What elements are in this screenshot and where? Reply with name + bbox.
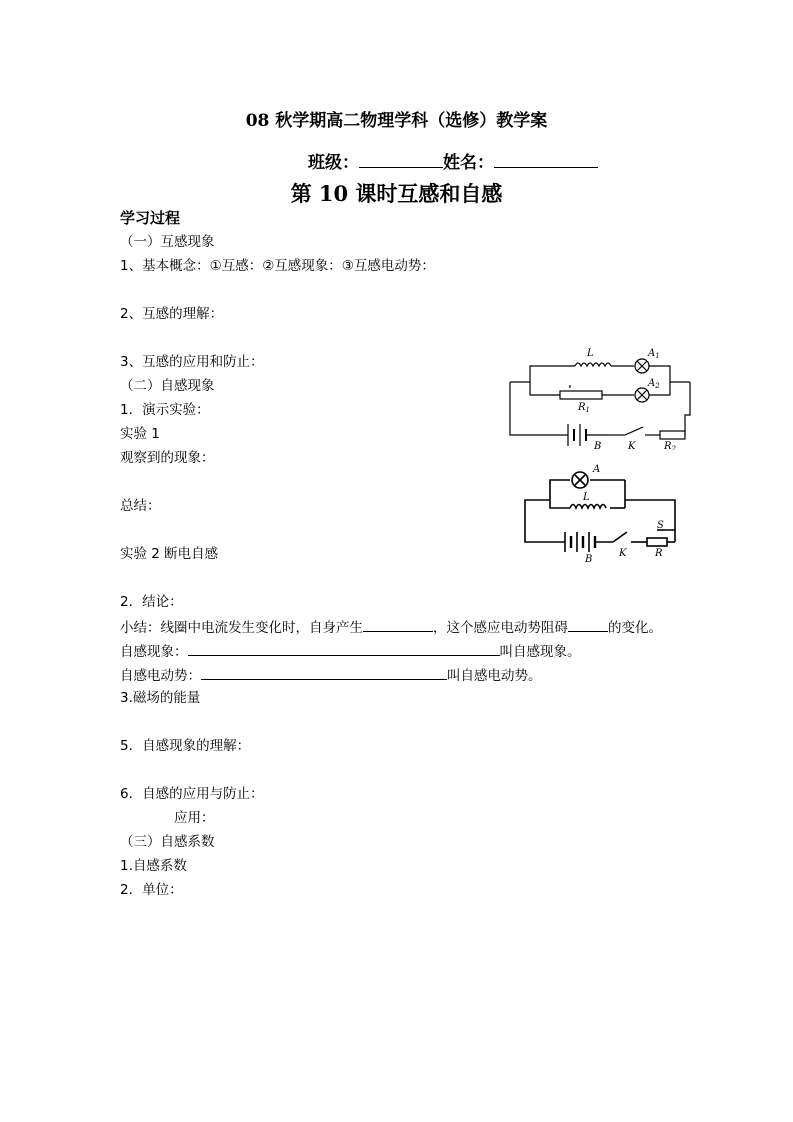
mutual-understanding-line: 2、互感的理解： xyxy=(120,306,224,322)
part-two-heading: （二）自感现象 xyxy=(120,378,215,394)
circuit1-wire-top-branch xyxy=(510,366,575,382)
name-blank[interactable] xyxy=(494,149,598,168)
circuit2-label-a: A xyxy=(593,464,601,475)
circuit1-label-a1-sub: 1 xyxy=(655,352,660,360)
unit-line: 2．单位： xyxy=(120,882,183,898)
brief-summary-line xyxy=(120,617,662,637)
self-induction-definition-line xyxy=(120,641,581,661)
circuit1-label-l: L xyxy=(587,348,594,359)
circuit2-label-r: R xyxy=(655,548,663,559)
circuit2-wire-top-left xyxy=(550,480,570,500)
lesson-title: 第 10 课时互感和自感 xyxy=(290,181,503,206)
circuit2-label-s: S xyxy=(657,520,664,531)
basic-concepts-line: 1、基本概念：①互感：②互感现象：③互感电动势： xyxy=(120,258,435,274)
circuit2-label-k: K xyxy=(619,548,627,559)
class-label: 班级： xyxy=(308,153,359,173)
circuit1-label-a1-letter: A xyxy=(648,348,656,359)
self-application-line: 6．自感的应用与防止： xyxy=(120,786,264,802)
conclusion-line: 2．结论： xyxy=(120,594,183,610)
brief-summary-text-a: 小结：线圈中电流发生变化时，自身产生 xyxy=(120,620,363,636)
circuit1-label-r2-letter: R xyxy=(664,441,672,450)
name-label: 姓名： xyxy=(443,153,494,173)
circuit1-label-r2 xyxy=(663,441,677,450)
circuit-diagram-one xyxy=(500,340,710,450)
magnetic-energy-line: 3.磁场的能量 xyxy=(120,690,201,706)
self-emf-suffix: 叫自感电动势。 xyxy=(447,668,542,684)
circuit1-label-a2-sub: 2 xyxy=(655,382,660,390)
summary-line: 总结： xyxy=(120,498,161,514)
circuit1-label-r1 xyxy=(577,402,590,414)
part-one-heading: （一）互感现象 xyxy=(120,234,215,250)
circuit2-inductor xyxy=(570,505,606,509)
application-line: 应用： xyxy=(174,810,215,826)
circuit1-label-a2-letter: A xyxy=(648,378,656,389)
circuit1-label-b: B xyxy=(594,441,602,450)
self-emf-definition-line xyxy=(120,665,542,685)
self-induction-blank[interactable] xyxy=(188,641,500,656)
oppose-blank[interactable] xyxy=(568,617,608,632)
circuit2-wire-bottom-left xyxy=(550,500,570,508)
self-emf-label: 自感电动势： xyxy=(120,668,201,684)
self-induction-label: 自感现象： xyxy=(120,644,188,660)
brief-summary-text-b: ，这个感应电动势阻碍 xyxy=(433,620,568,636)
circuit1-label-r1-sub: 1 xyxy=(585,406,590,414)
circuit1-label-a1 xyxy=(647,348,660,360)
inductance-coefficient-line: 1.自感系数 xyxy=(120,858,187,874)
circuit2-wire-right xyxy=(625,500,675,530)
circuit-diagram-two xyxy=(515,460,695,565)
experiment-two-line: 实验 2 断电自感 xyxy=(120,546,219,562)
self-understanding-line: 5．自感现象的理解： xyxy=(120,738,251,754)
circuit1-wire-lower-branch xyxy=(530,382,560,395)
circuit1-label-r1-letter: R xyxy=(578,402,586,413)
class-blank[interactable] xyxy=(359,149,443,168)
self-emf-blank[interactable] xyxy=(201,665,447,680)
circuit1-label-k: K xyxy=(628,441,636,450)
circuit1-label-a2 xyxy=(647,378,660,390)
circuit1-wire-right xyxy=(685,382,690,435)
circuit2-label-l: L xyxy=(583,492,590,503)
circuit1-resistor-r2 xyxy=(660,431,685,439)
circuit1-resistor-r1 xyxy=(560,391,602,399)
brief-summary-text-c: 的变化。 xyxy=(608,620,662,636)
circuit2-wire-left xyxy=(525,500,565,542)
circuit1-inductor xyxy=(575,363,611,366)
section-heading: 学习过程 xyxy=(120,209,181,227)
self-induction-suffix: 叫自感现象。 xyxy=(499,644,581,660)
demo-experiment-line: 1．演示实验： xyxy=(120,402,210,418)
circuit1-switch-k xyxy=(625,427,643,435)
mutual-application-line: 3、互感的应用和防止： xyxy=(120,354,264,370)
circuit2-label-b: B xyxy=(585,554,593,565)
observation-line: 观察到的现象： xyxy=(120,450,215,466)
circuit2-rheostat-r xyxy=(647,538,667,546)
experiment-one-line: 实验 1 xyxy=(120,426,160,442)
circuit2-switch-k xyxy=(613,532,627,542)
circuit1-label-r2-sub: 2 xyxy=(671,445,676,450)
emf-blank[interactable] xyxy=(363,617,433,632)
class-name-line xyxy=(308,148,598,173)
circuit1-wire-left xyxy=(510,382,560,435)
part-three-heading: （三）自感系数 xyxy=(120,834,215,850)
document-header-title: 08 秋学期高二物理学科（选修）教学案 xyxy=(245,111,548,131)
